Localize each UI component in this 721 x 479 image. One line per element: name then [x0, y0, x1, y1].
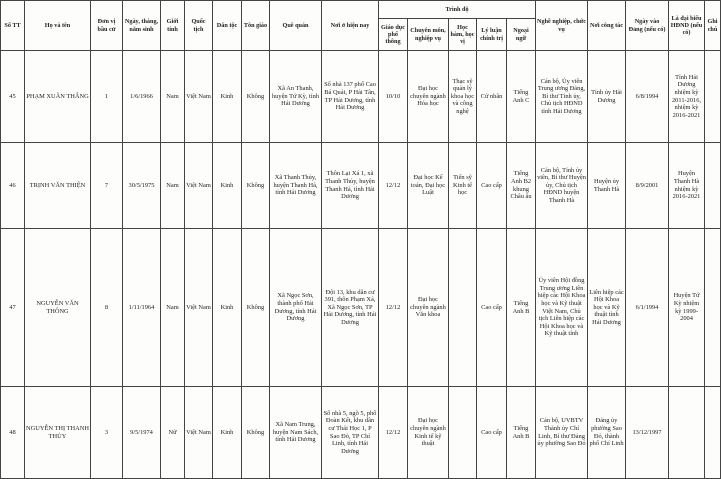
table-row	[1, 51, 721, 143]
cell-hdnd: Huyện Tứ Kỳ nhiệm kỳ 1999-2004	[669, 229, 705, 387]
header-dob: Ngày, tháng, năm sinh	[123, 1, 161, 51]
header-specialty: Chuyên môn, nghiệp vụ	[408, 19, 449, 51]
cell-name: NGUYỄN VĂN THÔNG	[25, 229, 91, 387]
cell-gender: Nam	[161, 51, 185, 143]
cell-unit: 3	[91, 387, 123, 479]
cell-occupation: Cán bộ, Tỉnh ủy viên, Bí thư Huyện ủy, Chủ tịch HĐND huyện Thanh Hà	[536, 143, 588, 229]
cell-stt: 46	[1, 143, 25, 229]
cell-ethnicity: Kinh	[213, 229, 242, 387]
cell-academic: Thạc sỹ quản lý khoa học và công nghệ	[449, 51, 477, 143]
table-row	[1, 143, 721, 229]
header-hdnd: Là đại biểu HĐND (nếu có)	[669, 1, 705, 51]
header-name: Họ và tên	[25, 1, 91, 51]
cell-note	[705, 229, 721, 387]
table-row	[1, 387, 721, 479]
cell-hometown: Xã Thanh Thủy, huyện Thanh Hà, tỉnh Hải Dương	[270, 143, 322, 229]
cell-hdnd	[669, 387, 705, 479]
cell-nationality: Việt Nam	[185, 229, 213, 387]
cell-unit: 1	[91, 51, 123, 143]
cell-residence: Đội 13, khu dân cư 391, thôn Phạm Xá, Xã Ngọc Sơn, TP Hải Dương, tỉnh Hải Dương	[322, 229, 379, 387]
header-religion: Tôn giáo	[242, 1, 270, 51]
cell-party-date: 6/8/1994	[626, 51, 669, 143]
cell-specialty: Đại học chuyên ngành Văn khoa	[408, 229, 449, 387]
cell-ethnicity: Kinh	[213, 387, 242, 479]
cell-academic	[449, 387, 477, 479]
cell-language: Tiếng Anh B	[507, 387, 536, 479]
header-occupation: Nghề nghiệp, chức vụ	[536, 1, 588, 51]
cell-stt: 48	[1, 387, 25, 479]
cell-general-edu: 12/12	[379, 143, 408, 229]
cell-stt: 47	[1, 229, 25, 387]
cell-specialty: Đại học chuyên ngành Kinh tế kỹ thuật	[408, 387, 449, 479]
cell-occupation: Ủy viên Hội đồng Trung ương Liên hiệp các Hội Khoa học và Kỹ thuật Việt Nam, Chủ tịch Liên hiệp các Hội Khoa học và Kỹ thuật tỉnh	[536, 229, 588, 387]
cell-party-date: 8/9/2001	[626, 143, 669, 229]
cell-general-edu: 12/12	[379, 229, 408, 387]
header-hometown: Quê quán	[270, 1, 322, 51]
cell-ethnicity: Kinh	[213, 143, 242, 229]
cell-hometown: Xã Ngọc Sơn, thành phố Hải Dương, tỉnh Hải Dương	[270, 229, 322, 387]
header-party-date: Ngày vào Đảng (nếu có)	[626, 1, 669, 51]
cell-political: Cao cấp	[477, 387, 507, 479]
cell-note	[705, 143, 721, 229]
cell-workplace: Liên hiệp các Hội Khoa học và Kỹ thuật tỉnh Hải Dương	[588, 229, 626, 387]
cell-specialty: Đại học Kế toán, Đại học Luật	[408, 143, 449, 229]
header-ethnicity: Dân tộc	[213, 1, 242, 51]
cell-nationality: Việt Nam	[185, 387, 213, 479]
cell-unit: 7	[91, 143, 123, 229]
cell-workplace: Tỉnh ủy Hải Dương	[588, 51, 626, 143]
cell-nationality: Việt Nam	[185, 143, 213, 229]
header-unit: Đơn vị bầu cử	[91, 1, 123, 51]
cell-hdnd: Tỉnh Hải Dương nhiệm kỳ 2011-2016, nhiệm kỳ 2016-2021	[669, 51, 705, 143]
cell-religion: Không	[242, 143, 270, 229]
cell-nationality: Việt Nam	[185, 51, 213, 143]
cell-hometown: Xã An Thanh, huyện Tứ Kỳ, tỉnh Hải Dương	[270, 51, 322, 143]
cell-unit: 8	[91, 229, 123, 387]
header-nationality: Quốc tịch	[185, 1, 213, 51]
table-row	[1, 229, 721, 387]
cell-religion: Không	[242, 229, 270, 387]
cell-dob: 9/5/1974	[123, 387, 161, 479]
cell-political: Cao cấp	[477, 143, 507, 229]
cell-gender: Nam	[161, 143, 185, 229]
cell-occupation: Cán bộ, UVBTV Thành ủy Chí Linh, Bí thư Đảng ủy phường Sao Đỏ	[536, 387, 588, 479]
header-academic: Học hàm, học vị	[449, 19, 477, 51]
cell-hometown: Xã Nam Trung, huyện Nam Sách, tỉnh Hải Dương	[270, 387, 322, 479]
cell-specialty: Đại học chuyên ngành Hóa học	[408, 51, 449, 143]
cell-general-edu: 10/10	[379, 51, 408, 143]
cell-language: Tiếng Anh B2 khung Châu âu	[507, 143, 536, 229]
cell-stt: 45	[1, 51, 25, 143]
header-workplace: Nơi công tác	[588, 1, 626, 51]
cell-dob: 1/6/1966	[123, 51, 161, 143]
header-stt: Số TT	[1, 1, 25, 51]
cell-religion: Không	[242, 51, 270, 143]
header-language: Ngoại ngữ	[507, 19, 536, 51]
header-note: Ghi chú	[705, 1, 721, 51]
cell-academic: Tiến sỹ Kinh tế học	[449, 143, 477, 229]
cell-workplace: Đảng ủy phường Sao Đỏ, thành phố Chí Linh	[588, 387, 626, 479]
cell-residence: Thôn Lại Xá 1, xã Thanh Thủy, huyện Thanh Hà, tỉnh Hải Dương	[322, 143, 379, 229]
cell-political: Cử nhân	[477, 51, 507, 143]
cell-dob: 1/11/1964	[123, 229, 161, 387]
cell-dob: 30/5/1975	[123, 143, 161, 229]
header-political: Lý luận chính trị	[477, 19, 507, 51]
header-residence: Nơi ở hiện nay	[322, 1, 379, 51]
cell-gender: Nam	[161, 229, 185, 387]
cell-name: TRỊNH VĂN THIỆN	[25, 143, 91, 229]
cell-general-edu: 12/12	[379, 387, 408, 479]
cell-hdnd: Huyện Thanh Hà nhiệm kỳ 2016-2021	[669, 143, 705, 229]
header-general-edu: Giáo dục phổ thông	[379, 19, 408, 51]
cell-workplace: Huyện ủy Thanh Hà	[588, 143, 626, 229]
cell-academic	[449, 229, 477, 387]
cell-party-date: 6/1/1994	[626, 229, 669, 387]
cell-residence: Số nhà 5, ngõ 5, phố Đoàn Kết, khu dân cư Thái Học 1, P Sao Đỏ, TP Chí Linh, tỉnh Hải Dương	[322, 387, 379, 479]
header-level-group: Trình độ	[379, 1, 536, 19]
cell-occupation: Cán bộ, Ủy viên Trung ương Đảng, Bí thư Tỉnh ủy, Chủ tịch HĐND tỉnh Hải Dương	[536, 51, 588, 143]
cell-party-date: 13/12/1997	[626, 387, 669, 479]
cell-note	[705, 51, 721, 143]
header-gender: Giới tính	[161, 1, 185, 51]
cell-political: Cao cấp	[477, 229, 507, 387]
cell-language: Tiếng Anh B	[507, 229, 536, 387]
cell-ethnicity: Kinh	[213, 51, 242, 143]
cell-gender: Nữ	[161, 387, 185, 479]
cell-language: Tiếng Anh C	[507, 51, 536, 143]
cell-note	[705, 387, 721, 479]
cell-name: PHẠM XUÂN THẮNG	[25, 51, 91, 143]
cell-residence: Số nhà 137 phố Cao Bá Quát, P Hải Tân, TP Hải Dương, tỉnh Hải Dương	[322, 51, 379, 143]
cell-religion: Không	[242, 387, 270, 479]
cell-name: NGUYỄN THỊ THANH THỦY	[25, 387, 91, 479]
